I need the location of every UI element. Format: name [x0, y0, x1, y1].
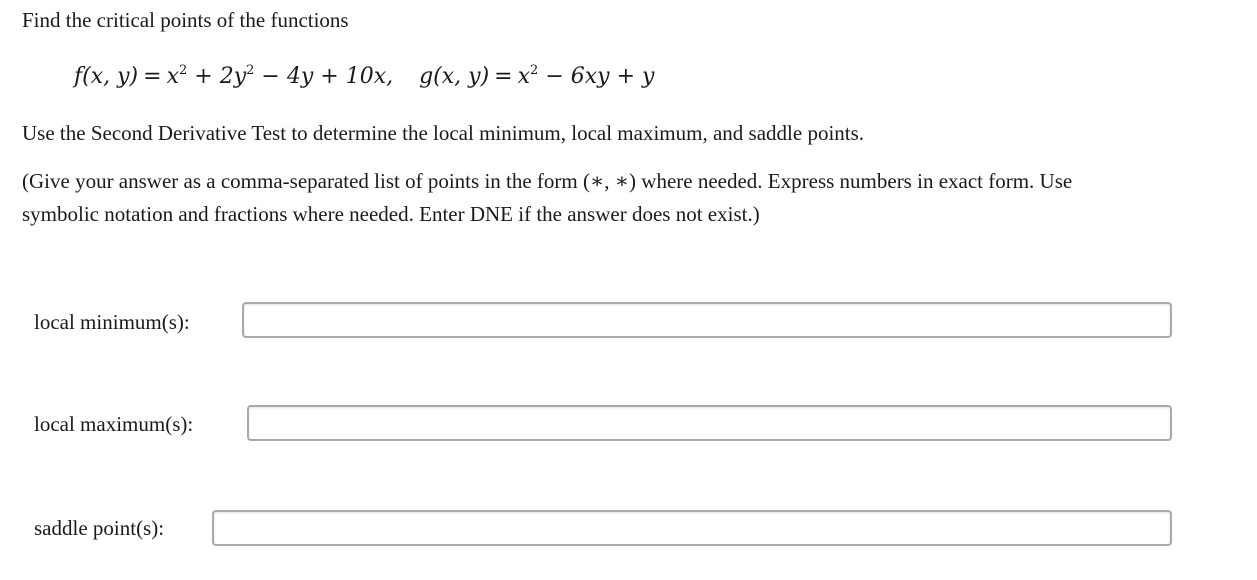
local-maximum-input[interactable] [247, 405, 1172, 441]
question-intro: Find the critical points of the functions [22, 8, 349, 32]
f-exp-2: 2 [246, 63, 255, 78]
local-maximum-label: local maximum(s): [34, 412, 194, 436]
test-instruction: Use the Second Derivative Test to determine the local minimum, local maximum, and saddle points. [22, 121, 865, 145]
f-term-rest: − 4y + 10x, [261, 64, 394, 89]
format-instruction-line-1: (Give your answer as a comma-separated list of points in the form (∗, ∗) where needed. Express numbers in exact form. Use [22, 169, 1073, 193]
f-lhs: f(x, y) [74, 64, 139, 89]
f-term-x: x [166, 64, 179, 89]
g-exp-1: 2 [530, 63, 539, 78]
saddle-point-input[interactable] [212, 510, 1172, 546]
local-minimum-label: local minimum(s): [34, 310, 190, 334]
g-definition: g(x, $y) = x^2 - 6xy + y$ [419, 63, 655, 89]
local-minimum-input[interactable] [242, 302, 1172, 338]
g-term-x: x [517, 64, 531, 89]
g-lhs: g(x, y) [419, 64, 490, 89]
format-instruction-line-2: symbolic notation and fractions where needed. Enter DNE if the answer does not exist.) [22, 202, 760, 226]
f-definition: f(x, $y) = x^2 + 2y^2 - 4y + 10x$, [74, 63, 394, 89]
f-term-y: + 2y [194, 64, 247, 89]
g-term-rest: − 6xy + y [545, 64, 655, 89]
saddle-point-label: saddle point(s): [34, 516, 165, 540]
function-definitions [74, 60, 654, 94]
f-exp-1: 2 [179, 63, 188, 78]
